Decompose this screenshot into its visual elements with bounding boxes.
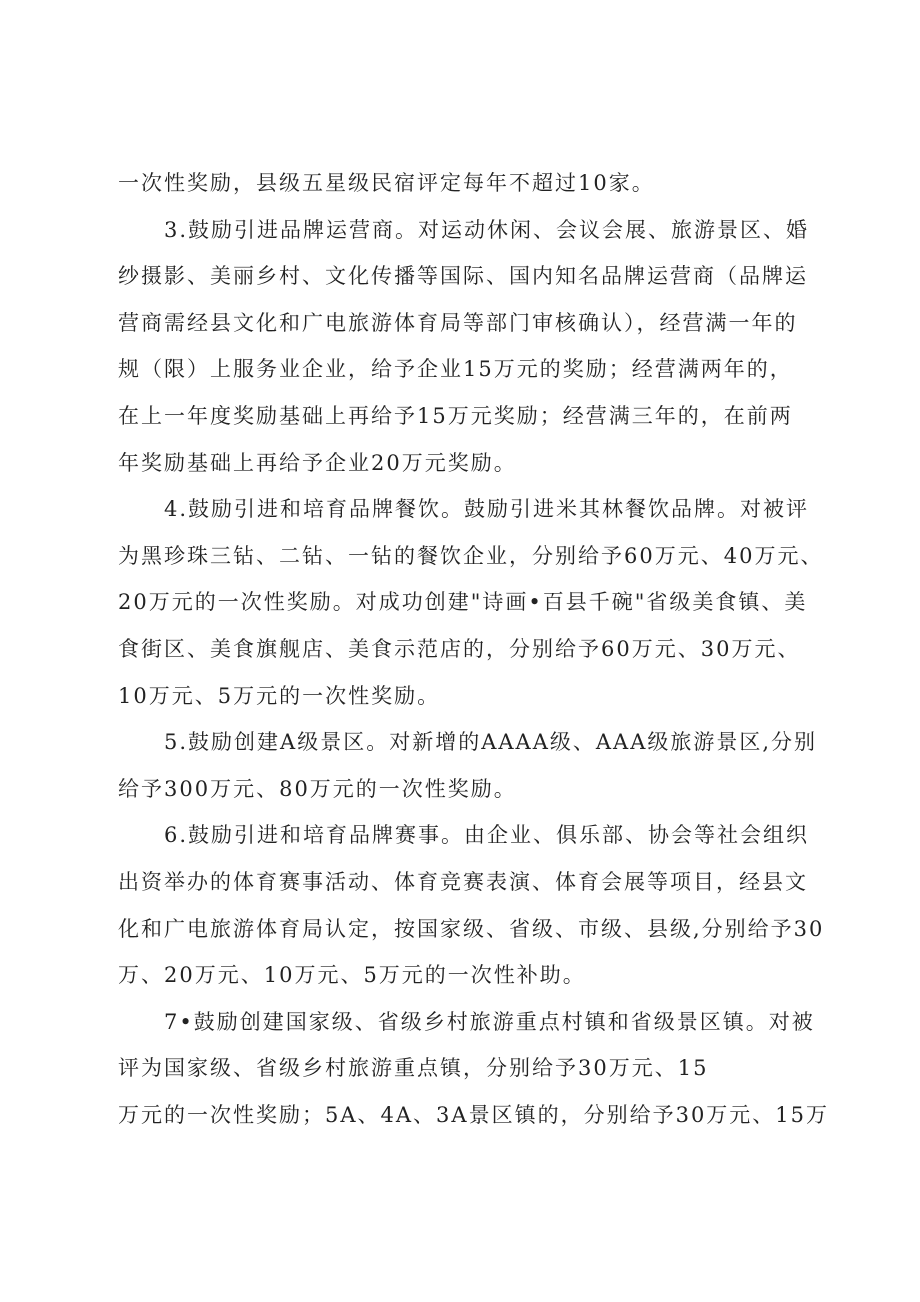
- text-line: 出资举办的体育赛事活动、体育竞赛表演、体育会展等项目，经县文: [118, 869, 808, 894]
- text-line: 给予300万元、80万元的一次性奖励。: [118, 776, 517, 801]
- text-line: 规（限）上服务业企业，给予企业15万元的奖励；经营满两年的，: [118, 357, 793, 382]
- paragraph-start-line: 3.鼓励引进品牌运营商。对运动休闲、会议会展、旅游景区、婚: [164, 217, 810, 242]
- text-line: 食街区、美食旗舰店、美食示范店的，分别给予60万元、30万元、: [118, 636, 801, 661]
- paragraph-start-line: 7•鼓励创建国家级、省级乡村旅游重点村镇和省级景区镇。对被: [164, 1009, 815, 1034]
- text-line: 10万元、5万元的一次性奖励。: [118, 683, 441, 708]
- paragraph-start-line: 5.鼓励创建A级景区。对新增的AAAA级、AAA级旅游景区,分别: [164, 730, 818, 755]
- text-line: 一次性奖励，县级五星级民宿评定每年不超过10家。: [118, 171, 655, 195]
- text-line: 为黑珍珠三钻、二钻、一钻的餐饮企业，分别给予60万元、40万元、: [118, 543, 824, 568]
- text-line: 年奖励基础上再给予企业20万元奖励。: [118, 450, 517, 475]
- paragraph-start-line: 6.鼓励引进和培育品牌赛事。由企业、俱乐部、协会等社会组织: [164, 823, 810, 848]
- document-body: [118, 160, 830, 1138]
- paragraph-start-line: 4.鼓励引进和培育品牌餐饮。鼓励引进米其林餐饮品牌。对被评: [164, 497, 810, 522]
- text-line: 万、20万元、10万元、5万元的一次性补助。: [118, 963, 586, 988]
- text-line: 营商需经县文化和广电旅游体育局等部门审核确认），经营满一年的: [118, 310, 798, 335]
- text-line: 纱摄影、美丽乡村、文化传播等国际、国内知名品牌运营商（品牌运: [118, 264, 808, 289]
- text-line: 20万元的一次性奖励。对成功创建"诗画•百县千碗"省级美食镇、美: [118, 590, 808, 615]
- text-line: 在上一年度奖励基础上再给予15万元奖励；经营满三年的，在前两: [118, 403, 793, 428]
- text-line: 化和广电旅游体育局认定，按国家级、省级、市级、县级,分别给予30: [118, 916, 825, 941]
- text-line: 万元的一次性奖励；5A、4A、3A景区镇的，分别给予30万元、15万: [118, 1102, 830, 1127]
- text-line: 评为国家级、省级乡村旅游重点镇，分别给予30万元、15: [118, 1056, 709, 1081]
